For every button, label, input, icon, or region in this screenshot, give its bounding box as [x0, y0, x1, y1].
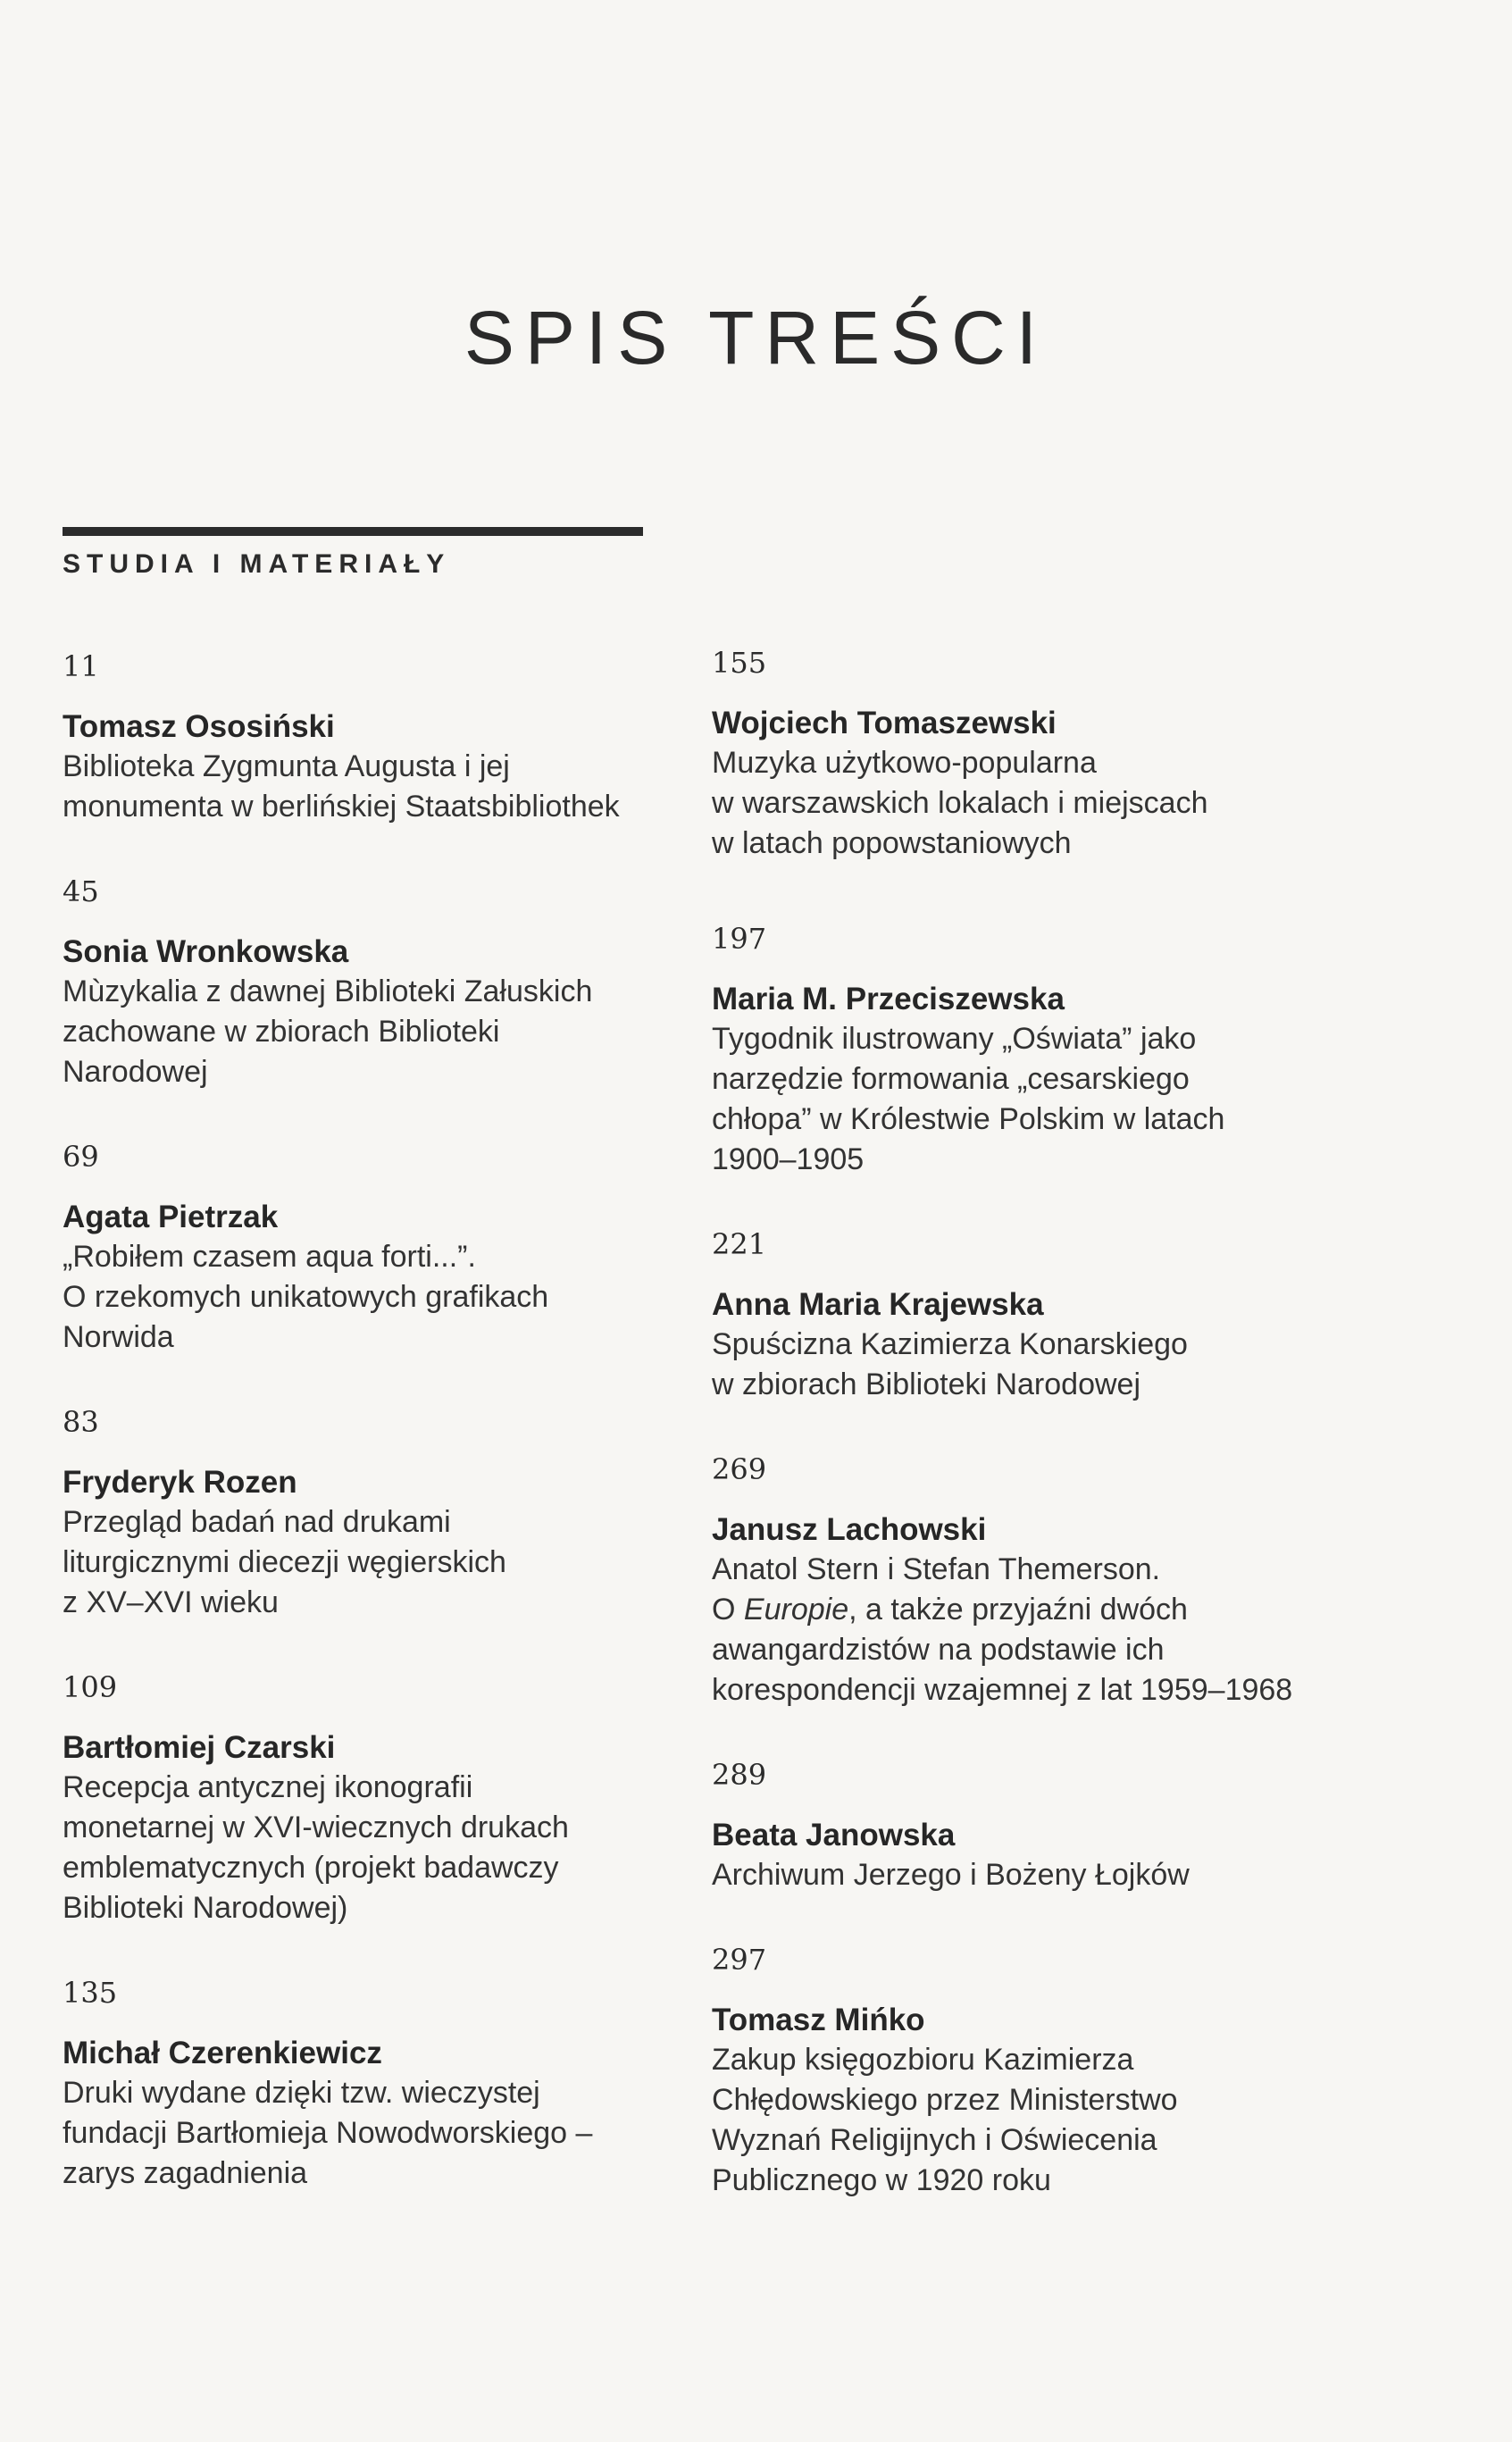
entry-title-line: z XV–XVI wieku — [63, 1585, 279, 1619]
entry-author: Tomasz Mińko — [712, 2003, 925, 2037]
entry-title-line: Przegląd badań nad drukami — [63, 1505, 451, 1539]
journal-title-italic: Europie — [743, 1593, 849, 1627]
toc-column-left — [63, 648, 706, 2194]
toc-column-right — [712, 645, 1355, 2201]
toc-entry — [712, 1757, 1355, 1895]
entry-author: Bartłomiej Czarski — [63, 1730, 336, 1765]
entry-page-number: 297 — [712, 1943, 767, 1977]
entry-title-line: monetarnej w XVI-wiecznych drukach — [63, 1811, 569, 1844]
entry-title-line: Biblioteka Zygmunta Augusta i jej — [63, 749, 510, 783]
entry-title-line: Chłędowskiego przez Ministerstwo — [712, 2083, 1178, 2117]
entry-author: Beata Janowska — [712, 1818, 956, 1852]
entry-title-line: 1900–1905 — [712, 1142, 865, 1176]
entry-author: Janusz Lachowski — [712, 1512, 987, 1547]
entry-title-line: emblematycznych (projekt badawczy — [63, 1851, 559, 1885]
entry-author: Agata Pietrzak — [63, 1200, 279, 1234]
entry-title-line: w zbiorach Biblioteki Narodowej — [712, 1367, 1141, 1401]
toc-entry — [712, 1451, 1355, 1710]
entry-title-line: Narodowej — [63, 1055, 208, 1089]
toc-entry — [63, 1975, 706, 2194]
entry-title-line: narzędzie formowania „cesarskiego — [712, 1062, 1190, 1096]
entry-page-number: 155 — [712, 646, 767, 680]
entry-title-line: liturgicznymi diecezji węgierskich — [63, 1545, 506, 1579]
entry-title-line: Norwida — [63, 1320, 174, 1354]
entry-author: Sonia Wronkowska — [63, 934, 349, 969]
entry-title-line: O rzekomych unikatowych grafikach — [63, 1280, 549, 1314]
entry-page-number: 69 — [63, 1140, 99, 1174]
entry-title-line: Biblioteki Narodowej) — [63, 1891, 348, 1925]
entry-title-line: Archiwum Jerzego i Bożeny Łojków — [712, 1858, 1190, 1892]
toc-entry — [712, 921, 1355, 1180]
entry-title-line: Mùzykalia z dawnej Biblioteki Załuskich — [63, 974, 593, 1008]
entry-title-line: Muzyka użytkowo-popularna — [712, 746, 1097, 780]
entry-title-line: w latach popowstaniowych — [712, 826, 1072, 860]
entry-page-number: 221 — [712, 1227, 767, 1261]
entry-page-number: 135 — [63, 1976, 118, 2010]
entry-title-line: w warszawskich lokalach i miejscach — [712, 786, 1208, 820]
toc-entry — [63, 1669, 706, 1928]
toc-entry — [712, 1226, 1355, 1405]
entry-page-number: 269 — [712, 1452, 767, 1486]
entry-author: Wojciech Tomaszewski — [712, 706, 1057, 740]
entry-title-line: Spuścizna Kazimierza Konarskiego — [712, 1327, 1188, 1361]
entry-author: Tomasz Ososiński — [63, 709, 335, 744]
entry-title-line: korespondencji wzajemnej z lat 1959–1968 — [712, 1673, 1293, 1707]
toc-entry — [63, 1404, 706, 1623]
entry-page-number: 289 — [712, 1758, 767, 1792]
entry-page-number: 197 — [712, 922, 767, 956]
entry-title-line: Wyznań Religijnych i Oświecenia — [712, 2123, 1157, 2157]
entry-author: Maria M. Przeciszewska — [712, 982, 1065, 1016]
entry-page-number: 11 — [63, 649, 99, 683]
entry-title-line: fundacji Bartłomieja Nowodworskiego – — [63, 2116, 593, 2150]
entry-title-line: „Robiłem czasem aqua forti...”. — [63, 1240, 476, 1274]
entry-page-number: 109 — [63, 1670, 118, 1704]
entry-author: Michał Czerenkiewicz — [63, 2036, 382, 2070]
toc-entry — [712, 645, 1355, 864]
entry-title-line: Tygodnik ilustrowany „Oświata” jako — [712, 1022, 1197, 1056]
entry-title-line: chłopa” w Królestwie Polskim w latach — [712, 1102, 1225, 1136]
entry-title-line: Zakup księgozbioru Kazimierza — [712, 2043, 1134, 2077]
entry-title-line: zachowane w zbiorach Biblioteki — [63, 1015, 500, 1049]
entry-author: Anna Maria Krajewska — [712, 1287, 1044, 1322]
page-title: SPIS TREŚCI — [464, 296, 1048, 380]
section-rule — [63, 527, 643, 536]
entry-title-line: zarys zagadnienia — [63, 2156, 308, 2190]
entry-title-line: monumenta w berlińskiej Staatsbibliothek — [63, 790, 620, 824]
entry-title-line: awangardzistów na podstawie ich — [712, 1633, 1165, 1667]
entry-title-line: Druki wydane dzięki tzw. wieczystej — [63, 2076, 540, 2110]
toc-entry — [712, 1942, 1355, 2201]
entry-title-line: Publicznego w 1920 roku — [712, 2163, 1051, 2197]
entry-page-number: 83 — [63, 1405, 99, 1439]
entry-page-number: 45 — [63, 874, 99, 908]
entry-title-line: O Europie, a także przyjaźni dwóch — [712, 1593, 1188, 1627]
toc-entry — [63, 874, 706, 1092]
entry-author: Fryderyk Rozen — [63, 1465, 297, 1500]
entry-title-line: Recepcja antycznej ikonografii — [63, 1770, 473, 1804]
toc-entry — [63, 1139, 706, 1358]
toc-entry — [63, 648, 706, 827]
section-heading: STUDIA I MATERIAŁY — [63, 549, 451, 579]
entry-title-line: Anatol Stern i Stefan Themerson. — [712, 1552, 1161, 1586]
